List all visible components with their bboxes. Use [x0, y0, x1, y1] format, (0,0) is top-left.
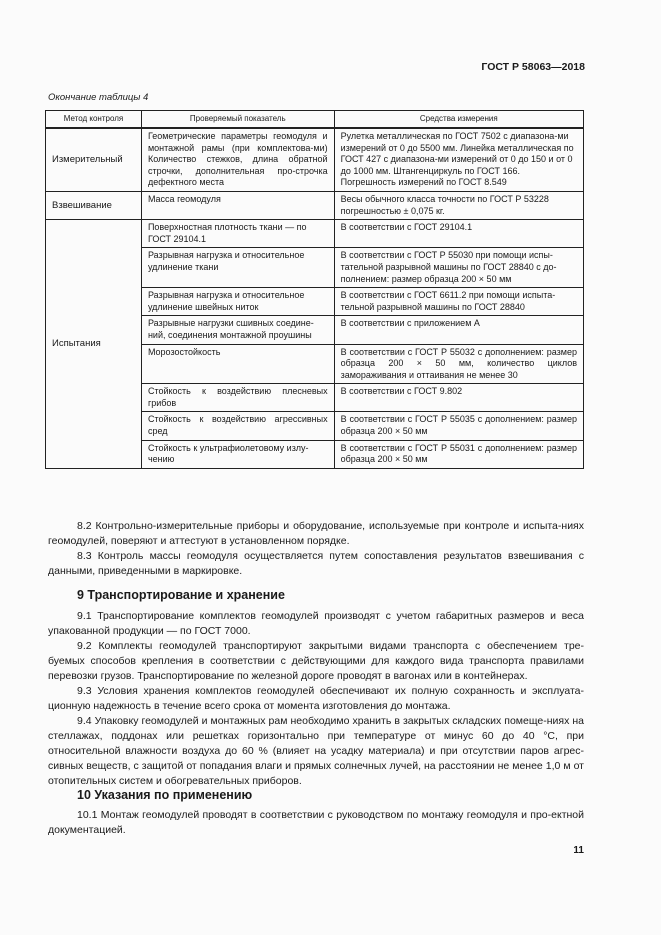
indicator-cell: Разрывная нагрузка и относительное удлинение ткани: [141, 248, 334, 288]
indicator-cell: Разрывная нагрузка и относительное удлинение швейных ниток: [141, 288, 334, 316]
means-cell: В соответствии с ГОСТ Р 55031 с дополнением: размер образца 200 × 50 мм: [334, 440, 583, 468]
indicator-cell: Стойкость к ультрафиолетовому излу-чению: [141, 440, 334, 468]
section-10-text: [48, 808, 584, 838]
section-9-heading: 9 Транспортирование и хранение: [77, 588, 285, 602]
means-cell: В соответствии с ГОСТ Р 55035 с дополнением: размер образца 200 × 50 мм: [334, 412, 583, 440]
table-row: [46, 220, 584, 248]
paragraph-9-2: 9.2 Комплекты геомодулей транспортируют закрытыми видами транспорта с обеспечением тре-буемых способов крепления в соответствии с действующими для каждого вида транспорта правилами перевозки грузов. Транспортирование по железной дороге проводят в вагонах или в контейнерах.: [48, 640, 584, 682]
paragraph-8-3: 8.3 Контроль массы геомодуля осуществляется путем сопоставления результатов взвешивания с данными, приведенными в маркировке.: [48, 550, 584, 577]
section-8-text: [48, 519, 584, 579]
indicator-cell: Поверхностная плотность ткани — по ГОСТ 29104.1: [141, 220, 334, 248]
column-header-means: Средства измерения: [334, 111, 583, 129]
indicator-cell: Стойкость к воздействию плесневых грибов: [141, 384, 334, 412]
indicator-cell: Геометрические параметры геомодуля и монтажной рамы (при комплектова-ми) Количество стежков, длина обратной строчки, дополнительная про-строчка дефектного места: [141, 128, 334, 191]
table-caption: Окончание таблицы 4: [48, 92, 149, 103]
indicator-cell: Морозостойкость: [141, 344, 334, 384]
paragraph-8-2: 8.2 Контрольно-измерительные приборы и оборудование, используемые при контроле и испыта-ниях геомодулей, поверяют и аттестуют в установленном порядке.: [48, 520, 584, 547]
table-header-row: [46, 111, 584, 129]
indicator-cell: Масса геомодуля: [141, 191, 334, 219]
means-cell: В соответствии с ГОСТ Р 55032 с дополнением: размер образца 200 × 50 мм, количество циклов замораживания и оттаивания не менее 30: [334, 344, 583, 384]
indicator-cell: Разрывные нагрузки сшивных соедине-ний, соединения монтажной проушины: [141, 316, 334, 344]
means-cell: В соответствии с приложением А: [334, 316, 583, 344]
means-cell: В соответствии с ГОСТ 6611.2 при помощи испыта-тельной разрывной машины по ГОСТ 28840: [334, 288, 583, 316]
means-cell: В соответствии с ГОСТ Р 55030 при помощи испы-тательной разрывной машины по ГОСТ 28840 с до-полнением: размер образца 200 × 50 мм: [334, 248, 583, 288]
column-header-indicator: Проверяемый показатель: [141, 111, 334, 129]
paragraph-10-1: 10.1 Монтаж геомодулей проводят в соответствии с руководством по монтажу геомодуля и про-ектной документацией.: [48, 809, 584, 836]
paragraph-9-3: 9.3 Условия хранения комплектов геомодулей обеспечивают их полную сохранность и эксплуата-ционную надежность в течение всего срока от момента изготовления до монтажа.: [48, 685, 584, 712]
page-number: 11: [573, 845, 584, 856]
means-cell: В соответствии с ГОСТ 29104.1: [334, 220, 583, 248]
method-cell: Испытания: [46, 220, 142, 469]
table-row: [46, 191, 584, 219]
method-cell: Взвешивание: [46, 191, 142, 219]
section-10-heading: 10 Указания по применению: [77, 788, 253, 802]
paragraph-9-1: 9.1 Транспортирование комплектов геомодулей производят с учетом габаритных размеров и веса упакованной продукции — по ГОСТ 7000.: [48, 610, 584, 637]
control-methods-table: [45, 110, 584, 469]
indicator-cell: Стойкость к воздействию агрессивных сред: [141, 412, 334, 440]
method-cell: Измерительный: [46, 128, 142, 191]
paragraph-9-4: 9.4 Упаковку геомодулей и монтажных рам необходимо хранить в закрытых складских помеще-ниях на стеллажах, поддонах или решетках горизонтально при температуре от минус 60 до 40 °С, при относительной влажности воздуха до 60 % (влияет на усадку материала) и при отсутствии паров агрес-сивных веществ, с защитой от попадания влаги и прямых солнечных лучей, на расстоянии не менее 1,0 м от отопительных систем и обогревательных приборов.: [48, 715, 584, 787]
section-9-text: [48, 609, 584, 789]
means-cell: Рулетка металлическая по ГОСТ 7502 с диапазона-ми измерений от 0 до 5500 мм. Линейка металлическая по ГОСТ 427 с диапазона-ми измерений от 0 до 150 и от 0 до 1000 мм. Штангенциркуль по ГОСТ 166. Погрешность измерений по ГОСТ 8.549: [334, 128, 583, 191]
column-header-method: Метод контроля: [46, 111, 142, 129]
document-id: ГОСТ Р 58063—2018: [481, 61, 585, 73]
table-row: [46, 128, 584, 191]
means-cell: В соответствии с ГОСТ 9.802: [334, 384, 583, 412]
means-cell: Весы обычного класса точности по ГОСТ Р 53228 погрешностью ± 0,075 кг.: [334, 191, 583, 219]
